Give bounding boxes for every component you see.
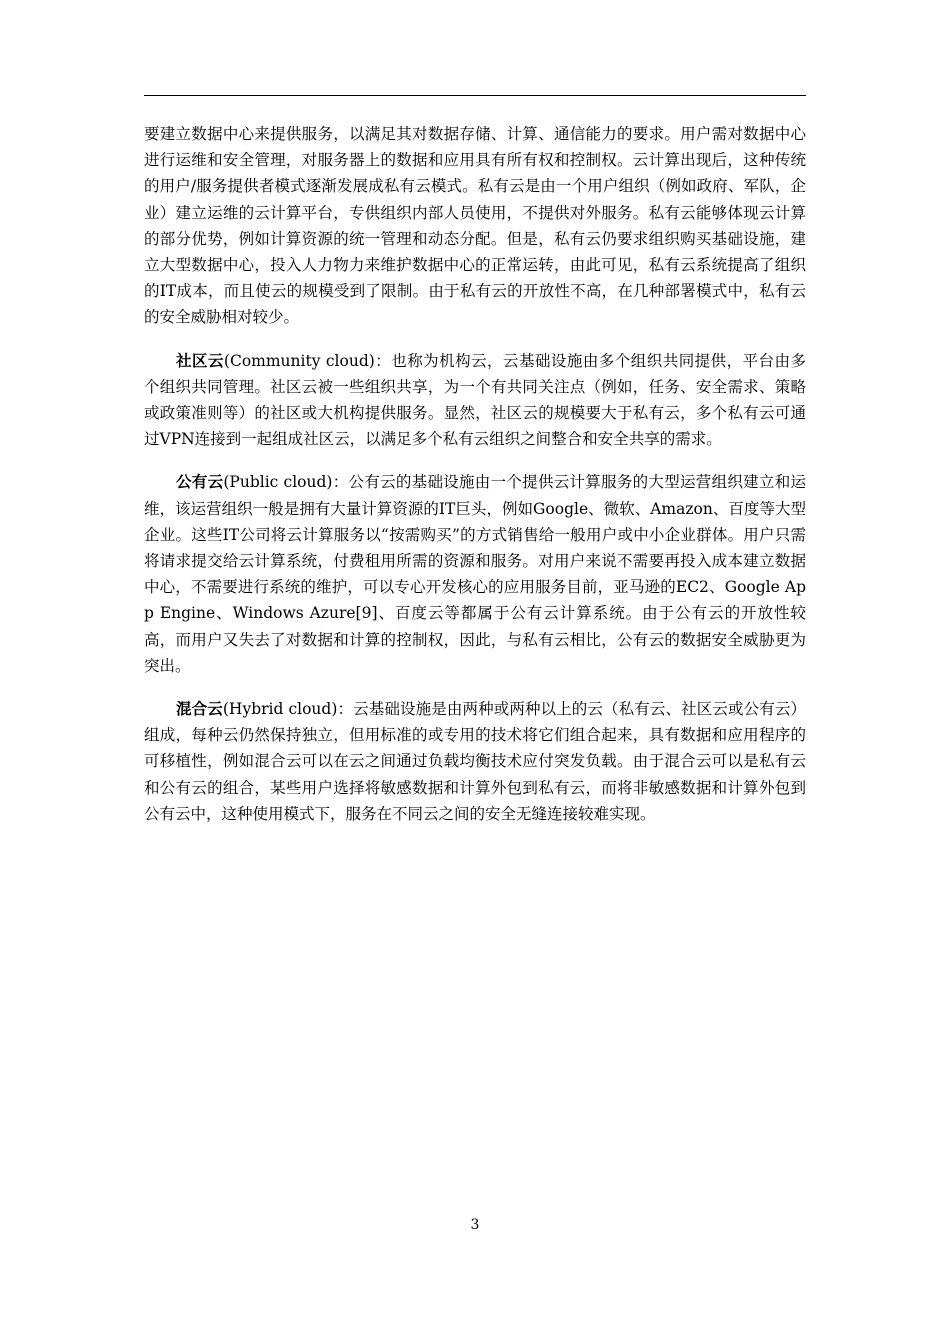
paragraph-text: 要建立数据中心来提供服务，以满足其对数据存储、计算、通信能力的要求。用户需对数据中心进行运维和安全管理，对服务器上的数据和应用具有所有权和控制权。云计算出现后，这种传统的用户/服务提供者模式逐渐发展成私有云模式。私有云是由一个用户组织（例如政府、军队，企业）建立运维的云计算平台，专供组织内部人员使用，不提供对外服务。私有云能够体现云计算的部分优势，例如计算资源的统一管理和动态分配。但是，私有云仍要求组织购买基础设施，建立大型数据中心，投入人力物力来维护数据中心的正常运转，由此可见，私有云系统提高了组织的IT成本，而且使云的规模受到了限制。由于私有云的开放性不高，在几种部署模式中，私有云的安全威胁相对较少。 bbox=[144, 125, 806, 327]
term-community-cloud: 社区云 bbox=[176, 350, 224, 370]
header-rule bbox=[144, 95, 806, 96]
term-public-cloud: 公有云 bbox=[176, 472, 224, 492]
paragraph-hybrid-cloud bbox=[144, 696, 806, 827]
page-number: 3 bbox=[470, 1217, 480, 1233]
paragraph-community-cloud bbox=[144, 348, 806, 453]
document-body bbox=[144, 121, 806, 827]
paragraph-text: (Hybrid cloud)：云基础设施是由两种或两种以上的云（私有云、社区云或公有云）组成，每种云仍然保持独立，但用标准的或专用的技术将它们组合起来，具有数据和应用程序的可移植性，例如混合云可以在云之间通过负载均衡技术应付突发负载。由于混合云可以是私有云和公有云的组合，某些用户选择将敏感数据和计算外包到私有云，而将非敏感数据和计算外包到公有云中，这种使用模式下，服务在不同云之间的安全无缝连接较难实现。 bbox=[144, 700, 806, 823]
paragraph-public-cloud bbox=[144, 469, 806, 679]
paragraph-private-cloud-continued bbox=[144, 121, 806, 331]
term-hybrid-cloud: 混合云 bbox=[176, 699, 223, 719]
paragraph-text: (Public cloud)：公有云的基础设施由一个提供云计算服务的大型运营组织建立和运维，该运营组织一般是拥有大量计算资源的IT巨头，例如Google、微软、Amazon、百度等大型企业。这些IT公司将云计算服务以“按需购买”的方式销售给一般用户或中小企业群体。用户只需将请求提交给云计算系统，付费租用所需的资源和服务。对用户来说不需要再投入成本建立数据中心，不需要进行系统的维护，可以专心开发核心的应用服务目前，亚马逊的EC2、Google App Engine、Windows Azure[9]、百度云等都属于公有云计算系统。由于公有云的开放性较高，而用户又失去了对数据和计算的控制权，因此，与私有云相比，公有云的数据安全威胁更为突出。 bbox=[144, 473, 806, 675]
paragraph-text: (Community cloud)：也称为机构云，云基础设施由多个组织共同提供，平台由多个组织共同管理。社区云被一些组织共享，为一个有共同关注点（例如，任务、安全需求、策略或政策准则等）的社区或大机构提供服务。显然，社区云的规模要大于私有云，多个私有云可通过VPN连接到一起组成社区云，以满足多个私有云组织之间整合和安全共享的需求。 bbox=[144, 351, 806, 449]
